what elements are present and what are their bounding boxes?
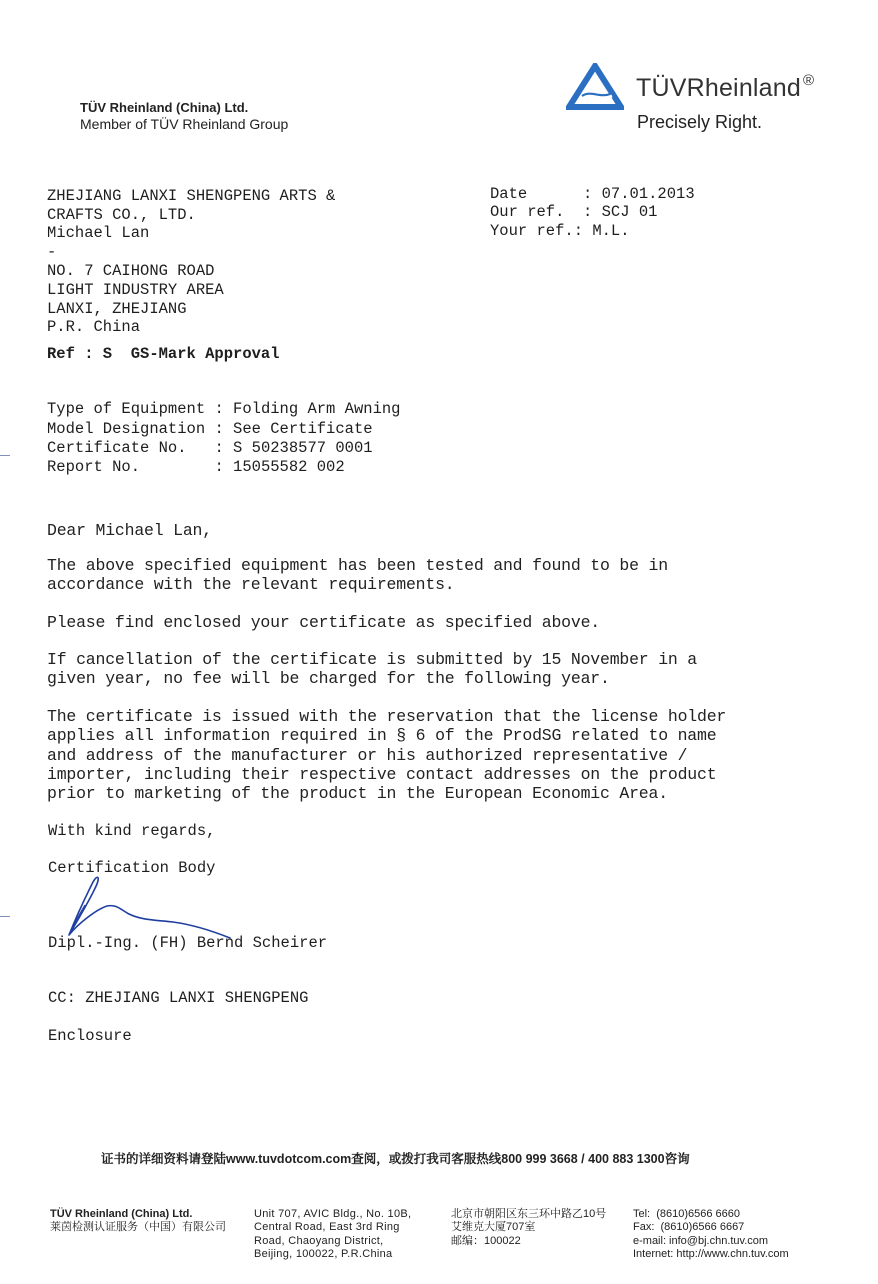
meta-value: SCJ 01 (601, 203, 658, 221)
closing-regards: With kind regards, (48, 822, 216, 840)
enclosure-note: Enclosure (48, 1027, 132, 1045)
meta-label: Your ref. (490, 221, 574, 240)
meta-sep: : (583, 203, 602, 221)
recipient-address (47, 168, 335, 356)
paragraph-tested: The above specified equipment has been tested and found to be in accordance with the relevant requirements. (47, 556, 668, 595)
detail-row (47, 400, 400, 419)
tuv-logo-triangle-icon (566, 63, 624, 111)
salutation: Dear Michael Lan, (47, 521, 212, 540)
detail-sep: : (214, 458, 234, 477)
cc-line: CC: ZHEJIANG LANXI SHENGPENG (48, 989, 309, 1007)
footer-company-en: TÜV Rheinland (China) Ltd. (50, 1207, 193, 1220)
detail-row (47, 420, 400, 439)
address-en-line: Road, Chaoyang District, (254, 1234, 384, 1247)
equipment-details (47, 381, 400, 497)
address-line: P.R. China (47, 318, 141, 337)
meta-label: Date (490, 184, 584, 203)
address-cn-line: 邮编：100022 (451, 1234, 521, 1247)
detail-label: Certificate No. (47, 438, 215, 457)
detail-sep: : (214, 438, 234, 457)
detail-row (47, 439, 400, 458)
footer-contact (633, 1194, 789, 1276)
address-line: - (47, 243, 57, 262)
contact-fax: Fax: (8610)6566 6667 (633, 1221, 745, 1234)
detail-value: See Certificate (233, 419, 373, 438)
logo-wordmark (636, 74, 814, 103)
detail-sep: : (214, 419, 234, 438)
company-name: TÜV Rheinland (China) Ltd. (80, 100, 249, 115)
fold-mark (0, 455, 10, 456)
company-member-line: Member of TÜV Rheinland Group (80, 116, 289, 132)
handwritten-signature-icon (55, 870, 255, 950)
address-line: NO. 7 CAIHONG ROAD (47, 261, 215, 280)
footer-company-cn: 莱茵检测认证服务（中国）有限公司 (50, 1221, 226, 1234)
meta-value: 07.01.2013 (601, 184, 695, 203)
meta-your-ref (490, 222, 695, 241)
subject-ref: Ref : S GS-Mark Approval (47, 345, 280, 363)
detail-value: Folding Arm Awning (233, 400, 401, 419)
detail-value: 15055582 002 (233, 458, 345, 477)
address-line: CRAFTS CO., LTD. (47, 205, 196, 224)
meta-label: Our ref. (490, 203, 584, 221)
footer-notice: 证书的详细资料请登陆www.tuvdotcom.com查阅，或拨打我司客服热线800 999 3668 / 400 883 1300咨询 (101, 1152, 690, 1166)
detail-value: S 50238577 0001 (233, 438, 373, 457)
footer-address-en (254, 1194, 411, 1276)
contact-tel: Tel: (8610)6566 6660 (633, 1207, 741, 1220)
meta-our-ref (490, 203, 695, 222)
address-line: Michael Lan (47, 224, 150, 243)
meta-value: M.L. (592, 221, 630, 240)
logo-tagline: Precisely Right. (637, 112, 763, 132)
registered-mark: ® (803, 72, 815, 89)
paragraph-reservation: The certificate is issued with the reservation that the license holder applies all information required in § 6 of the ProdSG related to name and address of the manufacturer or his authorized representative / importer, including their respective contact addresses on the product prior to marketing of the product in the European Economic Area. (47, 707, 727, 804)
detail-label: Type of Equipment (47, 400, 215, 419)
signer-name: Dipl.-Ing. (FH) Bernd Scheirer (48, 934, 328, 952)
meta-sep: : (583, 184, 602, 203)
address-line: LIGHT INDUSTRY AREA (47, 280, 224, 299)
footer-company (50, 1194, 226, 1248)
paragraph-cancellation: If cancellation of the certificate is submitted by 15 November in a given year, no fee will be charged for the following year. (47, 650, 698, 689)
detail-label: Report No. (47, 458, 215, 477)
meta-date (490, 185, 695, 204)
detail-row (47, 458, 400, 477)
address-en-line: Beijing, 100022, P.R.China (254, 1248, 393, 1261)
contact-website[interactable]: Internet: http://www.chn.tuv.com (633, 1248, 789, 1261)
certification-body: Certification Body (48, 859, 216, 877)
logo-name: TÜVRheinland (636, 74, 801, 102)
detail-label: Model Designation (47, 419, 215, 438)
footer-address-cn (451, 1194, 606, 1262)
letter-meta (490, 166, 695, 259)
detail-sep: : (214, 400, 234, 419)
contact-email[interactable]: e-mail: info@bj.chn.tuv.com (633, 1234, 769, 1247)
address-line: ZHEJIANG LANXI SHENGPENG ARTS & (47, 186, 336, 205)
address-cn-line: 艾维克大厦707室 (451, 1221, 536, 1234)
address-line: LANXI, ZHEJIANG (47, 299, 187, 318)
address-en-line: Central Road, East 3rd Ring (254, 1221, 400, 1234)
fold-mark (0, 916, 10, 917)
paragraph-enclosed: Please find enclosed your certificate as specified above. (47, 613, 600, 632)
meta-sep: : (573, 221, 593, 240)
address-cn-line: 北京市朝阳区东三环中路乙10号 (451, 1207, 607, 1220)
address-en-line: Unit 707, AVIC Bldg., No. 10B, (254, 1207, 412, 1220)
